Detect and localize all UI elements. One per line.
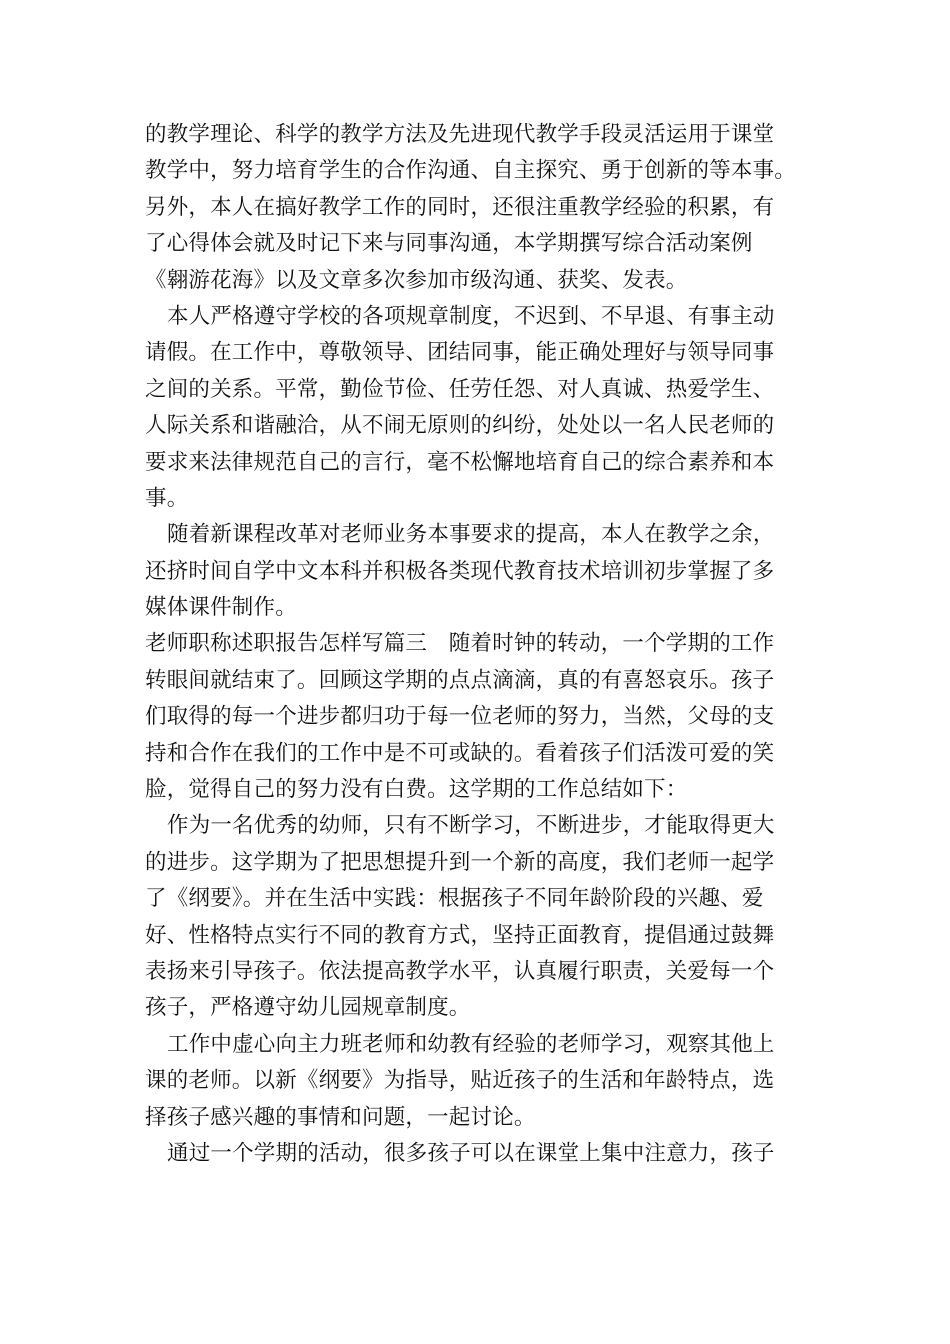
text-line: 工作中虚心向主力班老师和幼教有经验的老师学习，观察其他上 bbox=[167, 1031, 775, 1057]
text-line: 之间的关系。平常，勤俭节俭、任劳任怨、对人真诚、热爱学生、 bbox=[145, 376, 775, 402]
text-line: 的教学理论、科学的教学方法及先进现代教学手段灵活运用于课堂 bbox=[145, 122, 775, 147]
text-line: 们取得的每一个进步都归功于每一位老师的努力，当然，父母的支 bbox=[145, 704, 775, 730]
text-line: 人际关系和谐融洽，从不闹无原则的纠纷，处处以一名人民老师的 bbox=[145, 413, 775, 439]
text-line: 了《纲要》。并在生活中实践：根据孩子不同年龄阶段的兴趣、爱 bbox=[145, 886, 764, 912]
text-line: 事。 bbox=[145, 485, 189, 511]
text-line: 还挤时间自学中文本科并积极各类现代教育技术培训初步掌握了多 bbox=[145, 558, 775, 584]
text-line: 通过一个学期的活动，很多孩子可以在课堂上集中注意力，孩子 bbox=[167, 1140, 775, 1166]
text-line: 教学中，努力培育学生的合作沟通、自主探究、勇于创新的等本事。 bbox=[145, 158, 797, 184]
text-line: 老师职称述职报告怎样写篇三 随着时钟的转动，一个学期的工作 bbox=[145, 631, 775, 657]
text-line: 《翱游花海》以及文章多次参加市级沟通、获奖、发表。 bbox=[145, 267, 688, 293]
text-line: 作为一名优秀的幼师，只有不断学习，不断进步，才能取得更大 bbox=[167, 813, 775, 839]
text-line: 了心得体会就及时记下来与同事沟通，本学期撰写综合活动案例 bbox=[145, 231, 753, 257]
text-line: 要求来法律规范自己的言行，毫不松懈地培育自己的综合素养和本 bbox=[145, 449, 775, 475]
text-line: 好、性格特点实行不同的教育方式，坚持正面教育，提倡通过鼓舞 bbox=[145, 922, 775, 948]
text-line: 课的老师。以新《纲要》为指导，贴近孩子的生活和年龄特点，选 bbox=[145, 1068, 775, 1094]
document-body bbox=[145, 117, 825, 1172]
text-line: 孩子，严格遵守幼儿园规章制度。 bbox=[145, 995, 471, 1021]
text-line: 请假。在工作中，尊敬领导、团结同事，能正确处理好与领导同事 bbox=[145, 340, 775, 366]
text-line: 脸，觉得自己的努力没有白费。这学期的工作总结如下： bbox=[145, 777, 688, 803]
text-line: 媒体课件制作。 bbox=[145, 595, 297, 621]
text-line: 另外，本人在搞好教学工作的同时，还很注重教学经验的积累，有 bbox=[145, 194, 775, 220]
text-line: 转眼间就结束了。回顾这学期的点点滴滴，真的有喜怒哀乐。孩子 bbox=[145, 667, 775, 693]
text-line: 的进步。这学期为了把思想提升到一个新的高度，我们老师一起学 bbox=[145, 849, 775, 875]
text-line: 随着新课程改革对老师业务本事要求的提高，本人在教学之余， bbox=[167, 522, 775, 548]
text-line: 择孩子感兴趣的事情和问题，一起讨论。 bbox=[145, 1104, 536, 1130]
text-line: 持和合作在我们的工作中是不可或缺的。看着孩子们活泼可爱的笑 bbox=[145, 740, 775, 766]
text-line: 表扬来引导孩子。依法提高教学水平，认真履行职责，关爱每一个 bbox=[145, 958, 775, 984]
text-line: 本人严格遵守学校的各项规章制度，不迟到、不早退、有事主动 bbox=[167, 303, 775, 329]
